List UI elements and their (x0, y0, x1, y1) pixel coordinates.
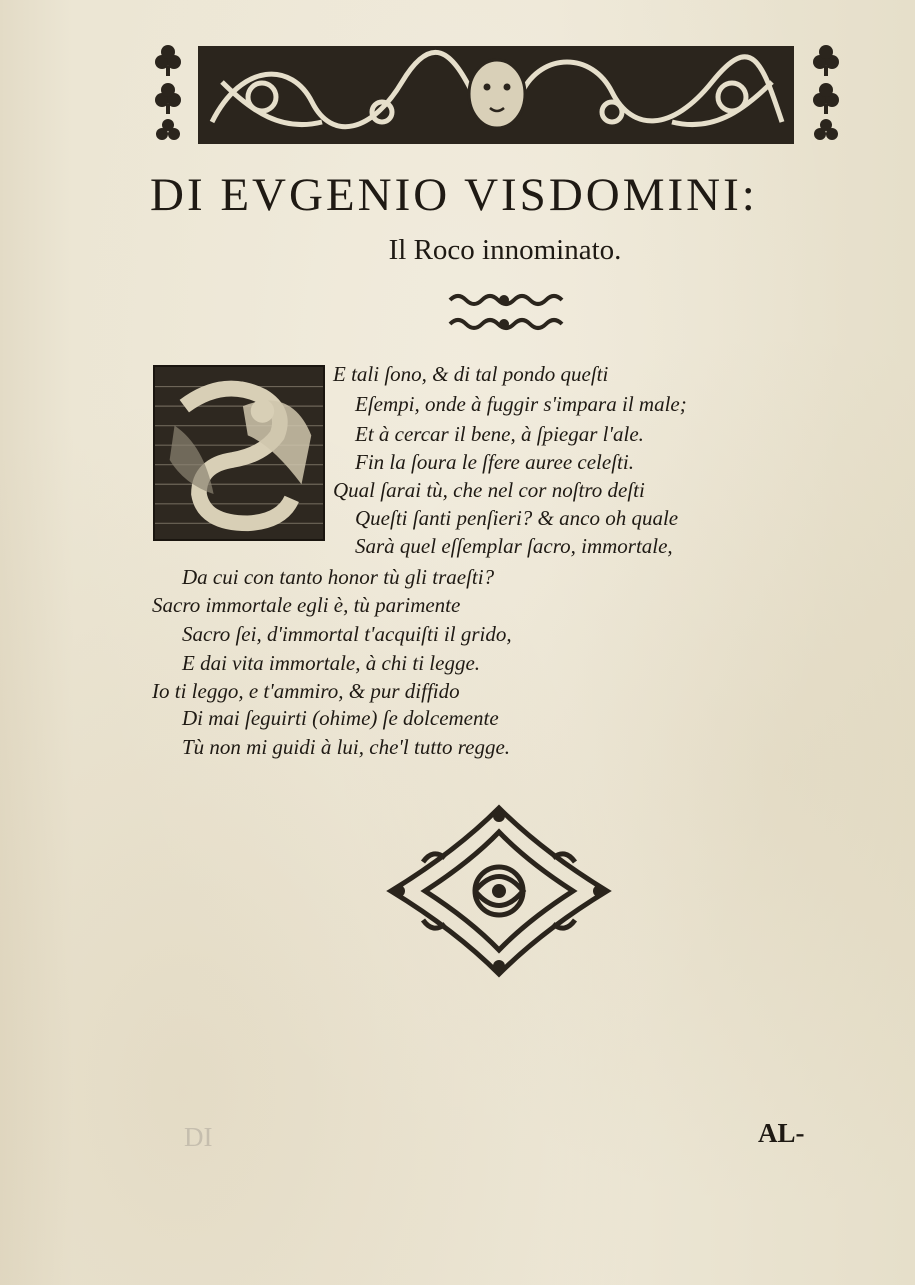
poem-line: Sacro immortale egli è, tù parimente (152, 593, 461, 617)
poem-line: Di mai ſeguirti (ohime) ſe dolcemente (182, 706, 499, 730)
poem-line: Qual ſarai tù, che nel cor noſtro deſti (333, 478, 645, 502)
fleuron-ornament (444, 290, 564, 336)
poem-line: Queſti ſanti penſieri? & anco oh quale (355, 506, 679, 530)
signature-mark: DI (184, 1122, 213, 1152)
poem-line: Fin la ſoura le ſfere auree celeſti. (355, 450, 634, 474)
poem-line: Et à cercar il bene, à ſpiegar l'ale. (355, 422, 644, 446)
poem-line: Sacro ſei, d'immortal t'acquiſti il grido, (182, 622, 512, 646)
page-subtitle: Il Roco innominato. (388, 234, 622, 266)
page-title: DI EVGENIO VISDOMINI: (150, 169, 758, 221)
poem-line: Tù non mi guidi à lui, che'l tutto regge. (182, 735, 511, 759)
tailpiece-ornament (383, 802, 615, 980)
catchword: AL- (758, 1118, 805, 1148)
poem-line: E tali ſono, & di tal pondo queſti (333, 362, 609, 386)
poem-line: Sarà quel eſſemplar ſacro, immortale, (355, 534, 673, 558)
poem-line: E dai vita immortale, à chi ti legge. (182, 651, 481, 675)
decorated-initial-s (153, 365, 325, 541)
ornamental-headpiece (152, 42, 842, 148)
poem-line: Da cui con tanto honor tù gli traeſti? (182, 565, 495, 589)
poem-line: Eſempi, onde à fuggir s'impara il male; (355, 392, 687, 416)
poem-line: Io ti leggo, e t'ammiro, & pur diffido (152, 679, 460, 703)
